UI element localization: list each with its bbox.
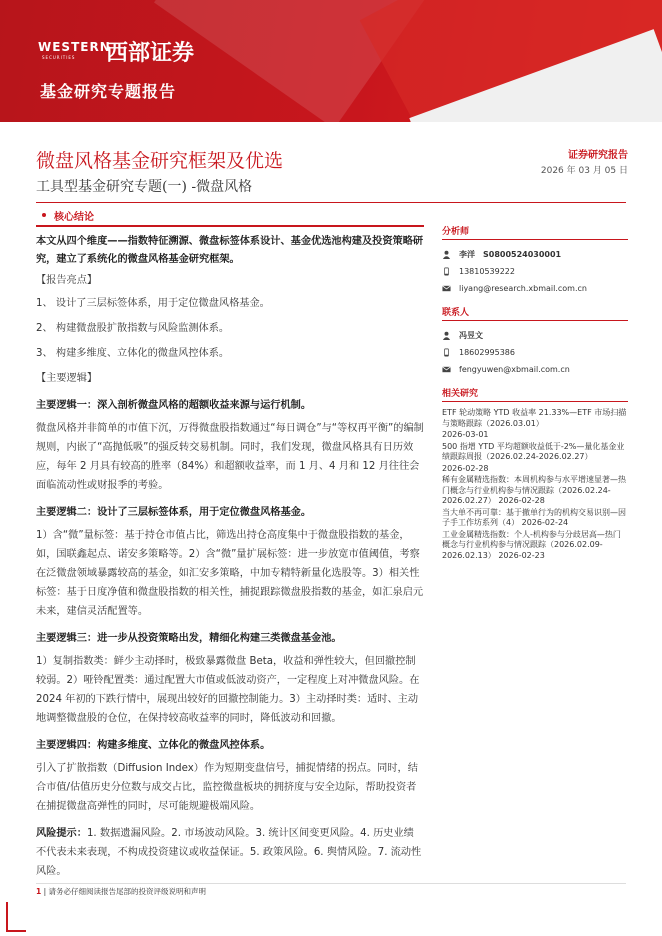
risk-label: 风险提示： <box>36 828 87 839</box>
analyst-heading: 分析师 <box>442 224 628 240</box>
logic-heading: 主要逻辑二：设计了三层标签体系，用于定位微盘风格基金。 <box>36 507 312 518</box>
footer-disclaimer: | 请务必仔细阅读报告尾部的投资评级说明和声明 <box>43 887 207 896</box>
logic-title: 【主要逻辑】 <box>36 373 98 384</box>
logo-english: WESTERN <box>38 40 111 54</box>
analyst-email[interactable]: liyang@research.xbmail.com.cn <box>459 284 587 293</box>
logic-heading: 主要逻辑一：深入剖析微盘风格的超额收益来源与运行机制。 <box>36 400 312 411</box>
contact-phone: 18602995386 <box>459 348 515 357</box>
page-number: 1 <box>36 887 42 896</box>
logic-heading: 主要逻辑三：进一步从投资策略出发，精细化构建三类微盘基金池。 <box>36 633 342 644</box>
risk-text: 1. 数据遗漏风险。2. 市场波动风险。3. 统计区间变更风险。4. 历史业绩不代表未来表现，不构成投资建议或收益保证。5. 政策风险。6. 舆情风险。7. 流动性风险。 <box>36 828 422 877</box>
title-divider <box>36 202 626 203</box>
contact-card <box>442 327 628 378</box>
report-tag: 证券研究报告 <box>568 150 628 161</box>
related-date: 2026-03-01 <box>442 430 489 439</box>
footer <box>36 886 206 897</box>
related-heading: 相关研究 <box>442 386 628 402</box>
logic-heading: 主要逻辑四：构建多维度、立体化的微盘风控体系。 <box>36 740 271 751</box>
related-item[interactable]: 工业金属精选指数：个人-机构参与分歧居高—热门概念与行业机构参与情况跟踪（2026.02.09-2026.02.13） 2026-02-23 <box>442 529 621 560</box>
logo-english-sub: SECURITIES <box>42 55 76 60</box>
logic-body: 引入了扩散指数（Diffusion Index）作为短期变盘信号，捕捉情绪的拐点。同时，结合市值/估值历史分位数与成交占比，监控微盘板块的拥挤度与安全边际，帮助投资者在捕捉微盘高弹性的同时，尽可能规避极端风险。 <box>36 763 418 812</box>
contact-email[interactable]: fengyuwen@xbmail.com.cn <box>459 365 570 374</box>
analyst-name: 李洋 <box>459 250 475 259</box>
report-subtitle: 工具型基金研究专题(一) -微盘风格 <box>36 179 253 195</box>
phone-icon <box>442 267 451 276</box>
logo-chinese: 西部证券 <box>106 41 195 66</box>
highlights-title: 【报告亮点】 <box>36 275 98 286</box>
related-item[interactable]: 当大单不再可靠：基于撤单行为的机构交易识别—因子手工作坊系列（4） 2026-02-24 <box>442 507 626 527</box>
related-item[interactable]: 稀有金属精选指数：本周机构参与水平增速显著—热门概念与行业机构参与情况跟踪（2026.02.24-2026.02.27） 2026-02-28 <box>442 475 626 505</box>
mail-icon <box>442 365 451 374</box>
highlight-item: 3、 构建多维度、立体化的微盘风控体系。 <box>36 348 230 359</box>
highlight-item: 1、 设计了三层标签体系，用于定位微盘风格基金。 <box>36 298 270 309</box>
related-item[interactable]: 500 指增 YTD 平均超额收益低于-2%—量化基金业绩跟踪周报（2026.02.24-2026.02.27） <box>442 441 625 461</box>
bullet-icon <box>42 213 46 217</box>
contact-heading: 联系人 <box>442 305 628 321</box>
analyst-cert: S0800524030001 <box>483 250 562 259</box>
header-banner <box>0 0 662 122</box>
main-column <box>36 205 424 881</box>
related-date: 2026-02-28 <box>442 463 489 473</box>
core-heading <box>36 205 424 227</box>
report-date: 2026 年 03 月 05 日 <box>540 166 628 176</box>
related-list <box>442 408 628 561</box>
report-type: 基金研究专题报告 <box>40 82 177 101</box>
core-heading-label: 核心结论 <box>54 211 94 223</box>
logic-body: 1）复制指数类：鲜少主动择时，极致暴露微盘 Beta，收益和弹性较大，但回撤控制较弱。2）哑铃配置类：通过配置大市值或低波动资产，一定程度上对冲微盘风险。在 2024 年初的下跌行情中，展现出较好的回撤控制能力。3）主动择时类：适时、主动地调整微盘股的仓位，在保持较高收益率的同时，降低波动和回撤。 <box>36 656 420 724</box>
contact-name: 冯昱文 <box>459 331 483 340</box>
person-icon <box>442 250 451 259</box>
analyst-phone: 13810539222 <box>459 267 515 276</box>
report-title: 微盘风格基金研究框架及优选 <box>36 150 284 172</box>
analyst-card <box>442 246 628 297</box>
risk-warning <box>36 824 424 881</box>
corner-decoration <box>6 902 26 932</box>
sidebar <box>442 224 628 562</box>
footer-divider <box>36 883 626 884</box>
intro-paragraph: 本文从四个维度——指数特征溯源、微盘标签体系设计、基金优选池构建及投资策略研究，建立了系统化的微盘风格基金研究框架。 <box>36 236 424 265</box>
logic-body: 微盘风格并非简单的市值下沉，万得微盘股指数通过“每日调仓”与“等权再平衡”的编制规则，内嵌了“高抛低吸”的强反转交易机制。同时，我们发现，微盘风格具有日历效应，每年 2 月具有较高的胜率（84%）和超额收益率，而 1 月、4 月和 12 月往往会面临流动性或财报季的考验。 <box>36 423 424 491</box>
mail-icon <box>442 284 451 293</box>
related-item[interactable]: ETF 轮动策略 YTD 收益率 21.33%—ETF 市场扫描与策略跟踪（2026.03.01） <box>442 408 627 428</box>
highlight-item: 2、 构建微盘股扩散指数与风险监测体系。 <box>36 323 230 334</box>
person-icon <box>442 331 451 340</box>
phone-icon <box>442 348 451 357</box>
logic-body: 1）含“微”量标签：基于持仓市值占比，筛选出持仓高度集中于微盘股指数的基金，如，国联鑫起点、诺安多策略等。2）含“微”量扩展标签：进一步放宽市值阈值，考察在泛微盘领域暴露较高的基金，如汇安多策略，中加专精特新量化选股等。3）相关性标签：基于日度净值和微盘股指数的相关性，捕捉跟踪微盘股指数的基金，如汇泉启元未来，建信灵活配置等。 <box>36 530 424 617</box>
